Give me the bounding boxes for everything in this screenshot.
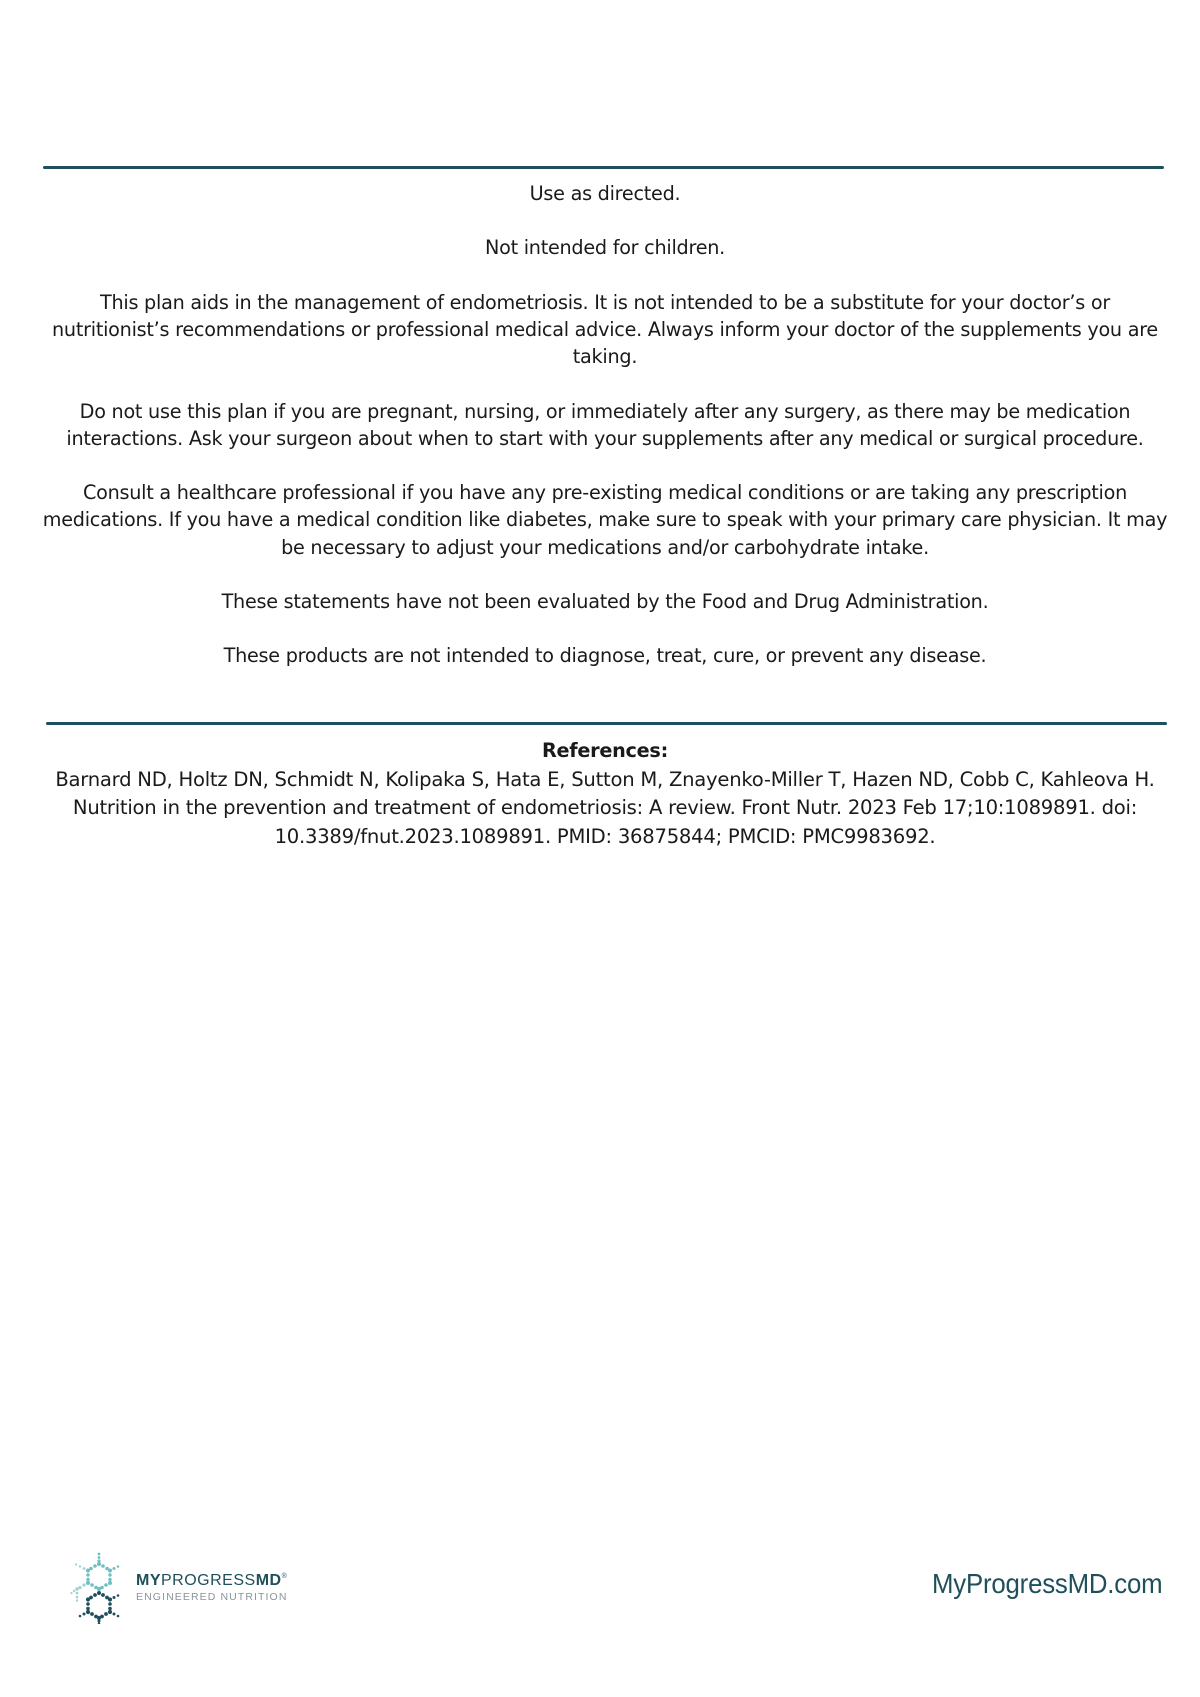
logo-brand-suffix: MD — [255, 1572, 282, 1590]
disclaimer-not-intended-to-diagnose: These products are not intended to diagnose, treat, cure, or prevent any disease. — [223, 644, 987, 668]
logo-tagline: ENGINEERED NUTRITION — [136, 1591, 288, 1604]
logo-brand-middle: PROGRESS — [161, 1572, 256, 1590]
disclaimer-not-for-children: Not intended for children. — [484, 236, 726, 260]
references-heading: References: — [541, 739, 669, 762]
reference-citation: Barnard ND, Holtz DN, Schmidt N, Kolipaka S, Hata E, Sutton M, Znayenko-Miller T, Hazen ND, Cobb C, Kahleova H. Nutrition in the prevention and treatment of endometriosis: A review. Front Nutr. 2023 Feb 17;10:1089891. doi: 10.3389/fnut.2023.1089891. PMID: 36875844; PMCID: PMC9983692. — [55, 767, 1155, 848]
logo-brand-name — [136, 1573, 288, 1589]
disclaimer-use-as-directed: Use as directed. — [529, 182, 681, 205]
disclaimer-pregnancy-surgery: Do not use this plan if you are pregnant, nursing, or immediately after any surgery, as there may be medication interactions. Ask your surgeon about when to start with your supplements after any medical or surgical procedure. — [66, 399, 1144, 450]
brand-logo — [70, 1552, 288, 1624]
logo-brand-prefix: MY — [136, 1572, 161, 1590]
disclaimer-fda-statement: These statements have not been evaluated by the Food and Drug Administration. — [221, 589, 989, 613]
references-section — [40, 737, 1170, 851]
disclaimer-section — [40, 180, 1170, 670]
disclaimer-plan-purpose: This plan aids in the management of endometriosis. It is not intended to be a substitute for your doctor’s or nutritionist’s recommendations or professional medical advice. Always inform your doctor of the supplements you are taking. — [52, 290, 1158, 369]
top-divider — [43, 166, 1164, 169]
website-link[interactable]: MyProgressMD.com — [931, 1568, 1162, 1599]
registered-mark: ® — [281, 1573, 288, 1581]
disclaimer-consult-professional: Consult a healthcare professional if you have any pre-existing medical conditions or are taking any prescription medications. If you have a medical condition like diabetes, make sure to speak with your primary care physician. It may be necessary to adjust your medications and/or carbohydrate intake. — [42, 481, 1168, 559]
molecule-hexagon-logo-icon — [70, 1552, 128, 1624]
logo-wordmark — [136, 1573, 288, 1603]
references-divider — [46, 722, 1167, 725]
